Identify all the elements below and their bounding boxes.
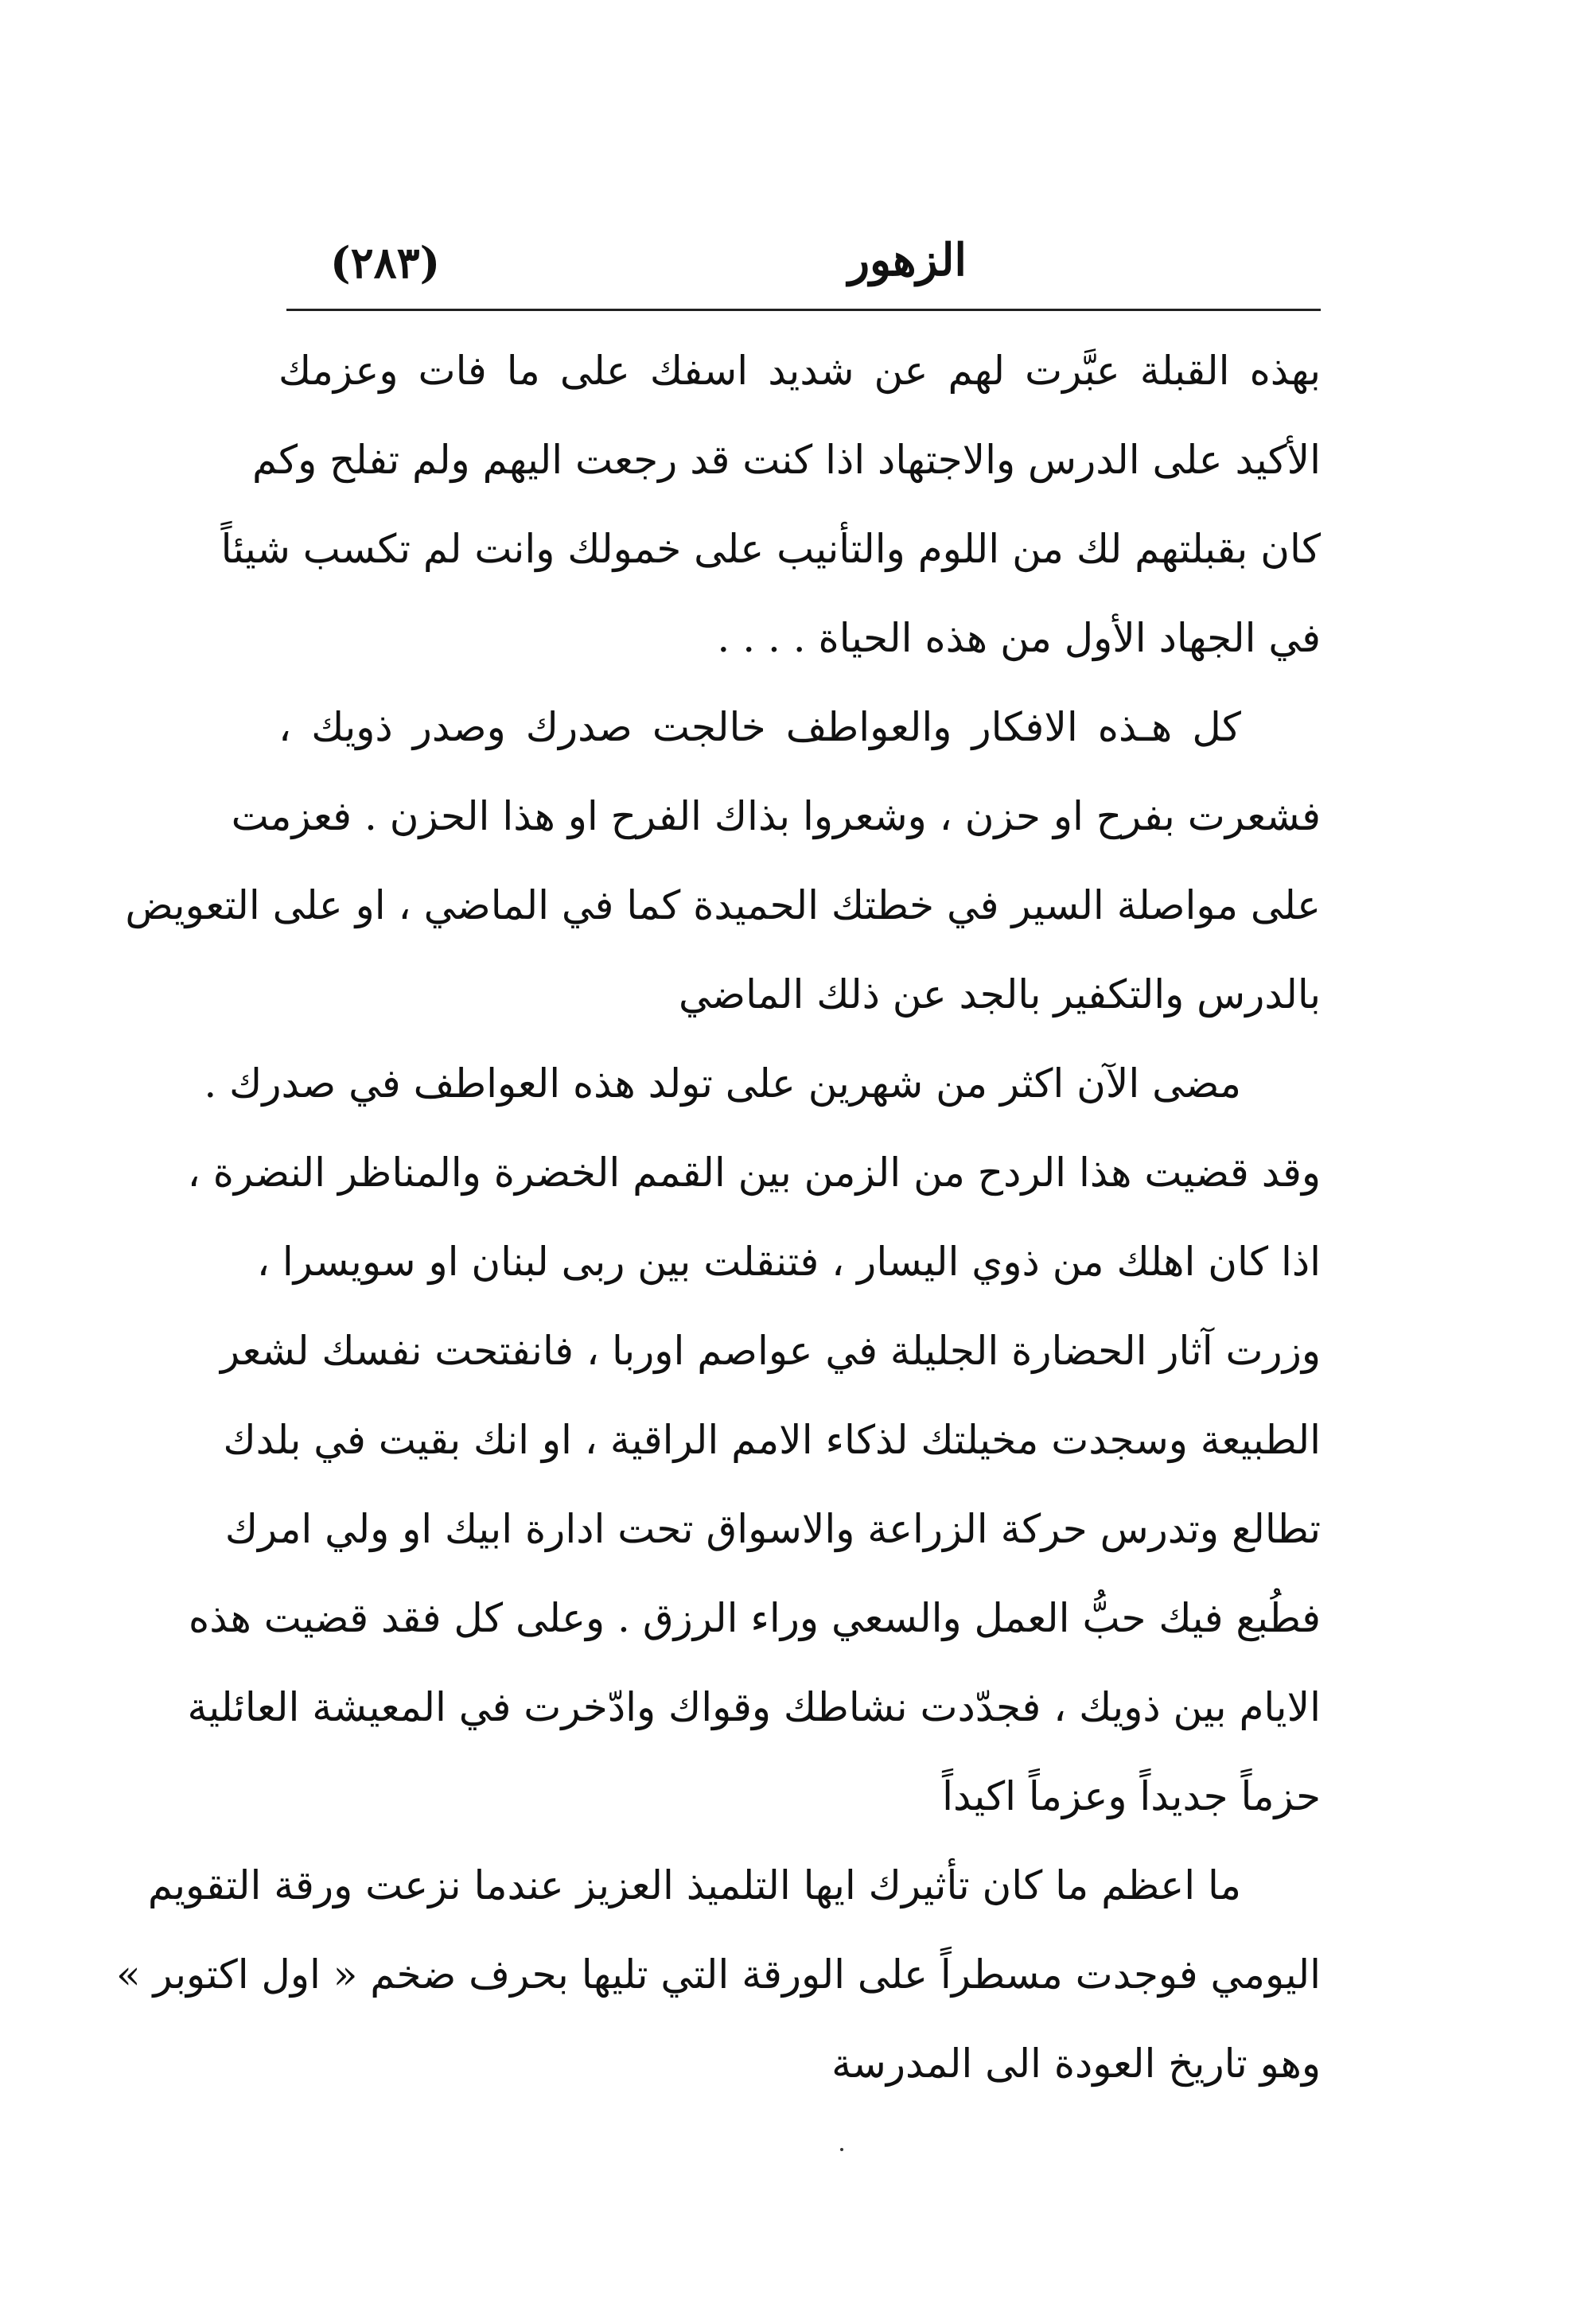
body-text — [116, 326, 1321, 2108]
text-line: اليومي فوجدت مسطراً على الورقة التي تليها بحرف ضخم « اول اكتوبر » — [116, 1951, 1321, 1998]
paragraph-3 — [187, 1039, 1321, 1841]
text-line: الطبيعة وسجدت مخيلتك لذكاء الامم الراقية ، او انك بقيت في بلدك — [223, 1417, 1321, 1463]
text-line: فشعرت بفرح او حزن ، وشعروا بذاك الفرح او هذا الحزن . فعزمت — [231, 793, 1321, 839]
text-line: الأكيد على الدرس والاجتهاد اذا كنت قد رجعت اليهم ولم تفلح وكم — [252, 437, 1321, 483]
text-line: وهو تاريخ العودة الى المدرسة — [831, 2041, 1321, 2087]
text-line: مضى الآن اكثر من شهرين على تولد هذه العواطف في صدرك . — [204, 1060, 1241, 1107]
header-rule — [286, 309, 1321, 311]
running-title: الزهور — [847, 234, 967, 286]
text-line: بهذه القبلة عبَّرت لهم عن شديد اسفك على ما فات وعزمك — [278, 348, 1321, 394]
text-line: وزرت آثار الحضارة الجليلة في عواصم اوربا ، فانفتحت نفسك لشعر — [220, 1328, 1321, 1374]
running-header — [286, 231, 1321, 310]
text-line: ما اعظم ما كان تأثيرك ايها التلميذ العزيز عندما نزعت ورقة التقويم — [147, 1862, 1241, 1908]
text-line: في الجهاد الأول من هذه الحياة . . . . — [717, 615, 1321, 661]
text-line: كل هـذه الافكار والعواطف خالجت صدرك وصدر ذويك ، — [278, 704, 1241, 750]
text-line: بالدرس والتكفير بالجد عن ذلك الماضي — [678, 971, 1321, 1017]
text-line: الايام بين ذويك ، فجدّدت نشاطك وقواك وادّخرت في المعيشة العائلية — [187, 1684, 1321, 1730]
paragraph-2 — [125, 683, 1321, 1039]
scan-speck — [840, 2148, 843, 2151]
text-line: وقد قضيت هذا الردح من الزمن بين القمم الخضرة والمناظر النضرة ، — [187, 1150, 1321, 1196]
page-number: (٢٨٣) — [330, 237, 441, 288]
text-line: اذا كان اهلك من ذوي اليسار ، فتنقلت بين ربى لبنان او سويسرا ، — [256, 1239, 1321, 1285]
text-line: على مواصلة السير في خطتك الحميدة كما في الماضي ، او على التعويض — [125, 882, 1321, 928]
paragraph-1 — [220, 326, 1321, 683]
text-line: حزماً جديداً وعزماً اكيداً — [942, 1773, 1321, 1819]
text-line: تطالع وتدرس حركة الزراعة والاسواق تحت ادارة ابيك او ولي امرك — [224, 1506, 1321, 1552]
paragraph-4 — [116, 1841, 1321, 2108]
text-line: فطُبع فيك حبُّ العمل والسعي وراء الرزق . وعلى كل فقد قضيت هذه — [189, 1595, 1321, 1641]
text-line: كان بقبلتهم لك من اللوم والتأنيب على خمولك وانت لم تكسب شيئاً — [220, 526, 1321, 572]
